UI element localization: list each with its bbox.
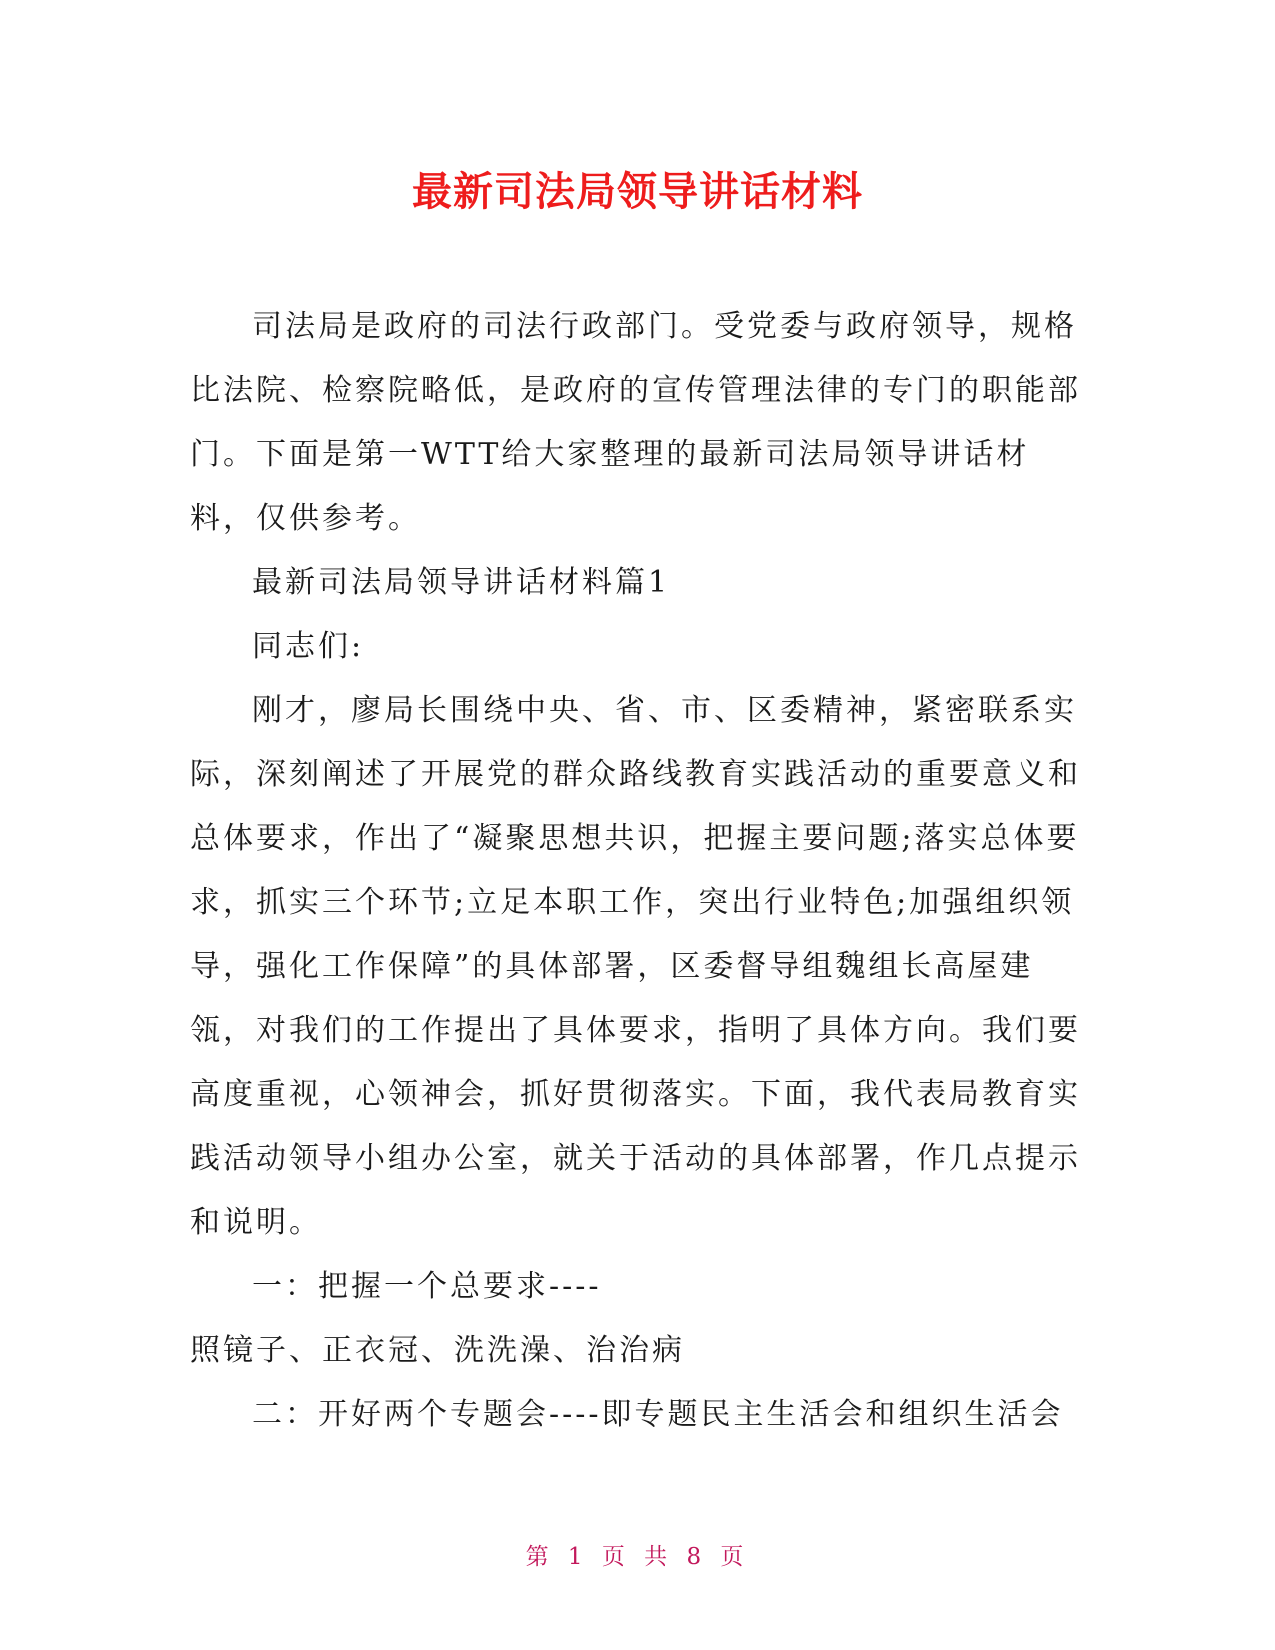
salutation: 同志们: [252,629,365,664]
point-one-heading: 一：把握一个总要求---- [252,1269,602,1304]
section-heading: 最新司法局领导讲话材料篇1 [252,565,671,600]
document-title: 最新司法局领导讲话材料 [412,169,863,215]
point-two-heading: 二：开好两个专题会----即专题民主生活会和组织生活会 [252,1397,1064,1432]
speech-paragraph: 刚才，廖局长围绕中央、省、市、区委精神，紧密联系实际，深刻阐述了开展党的群众路线教育实践活动的重要意义和总体要求，作出了“凝聚思想共识，把握主要问题;落实总体要求，抓实三个环节;立足本职工作，突出行业特色;加强组织领导，强化工作保障”的具体部署，区委督导组魏组长高屋建瓴，对我们的工作提出了具体要求，指明了具体方向。我们要高度重视，心领神会，抓好贯彻落实。下面，我代表局教育实践活动领导小组办公室，就关于活动的具体部署，作几点提示和说明。 [190,693,1081,1240]
page-number: 第 1 页 共 8 页 [525,1544,750,1570]
intro-paragraph: 司法局是政府的司法行政部门。受党委与政府领导，规格比法院、检察院略低，是政府的宣传管理法律的专门的职能部门。下面是第一WTT给大家整理的最新司法局领导讲话材料，仅供参考。 [190,309,1081,536]
point-one-detail: 照镜子、正衣冠、洗洗澡、治治病 [190,1333,685,1368]
document-body [190,295,1085,1447]
